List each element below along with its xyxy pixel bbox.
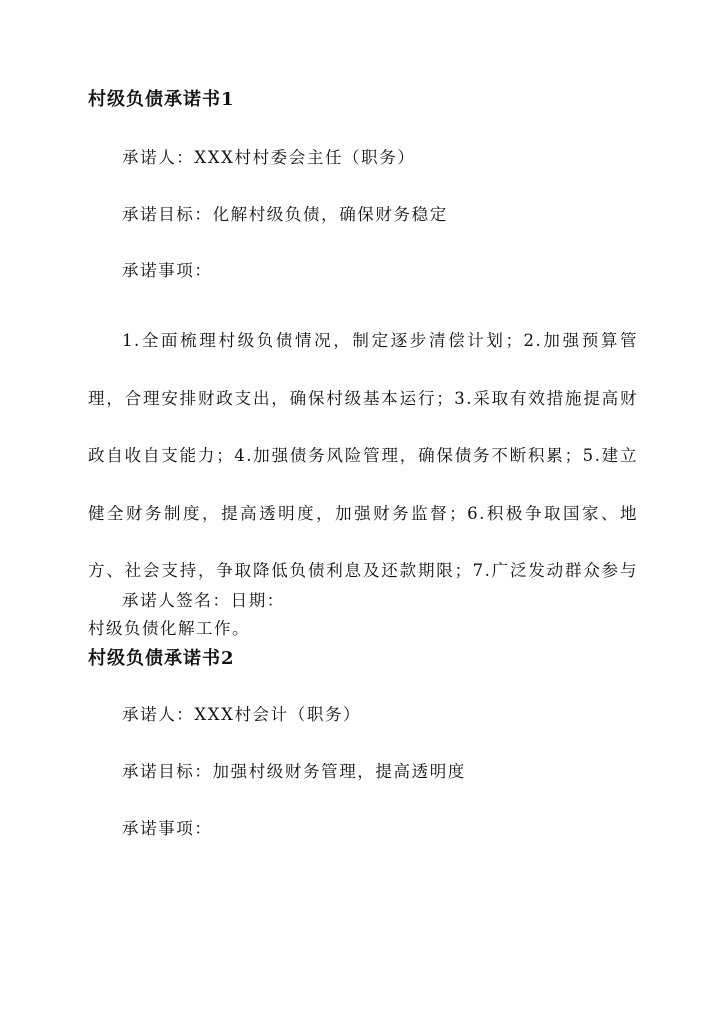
doc1-items-text: 1.全面梳理村级负债情况，制定逐步清偿计划；2.加强预算管理，合理安排财政支出，确保村级基本运行；3.采取有效措施提高财政自收自支能力；4.加强债务风险管理，确保债务不断积累；5.建立健全财务制度，提高透明度，加强财务监督；6.积极争取国家、地方、社会支持，争取降低负债利息及还款期限；7.广泛发动群众参与村级负债化解工作。 bbox=[88, 331, 638, 638]
doc2-promiser: 承诺人：XXX村会计（职务） bbox=[122, 705, 362, 724]
doc1-title: 村级负债承诺书1 bbox=[88, 89, 235, 110]
doc2-items-heading: 承诺事项： bbox=[122, 819, 213, 838]
doc1-signature: 承诺人签名：日期： bbox=[122, 591, 285, 610]
doc2-goal: 承诺目标：加强村级财务管理，提高透明度 bbox=[122, 762, 466, 781]
doc1-goal: 承诺目标：化解村级负债，确保财务稳定 bbox=[122, 205, 448, 224]
doc1-items-heading: 承诺事项： bbox=[122, 261, 213, 280]
doc1-promiser: 承诺人：XXX村村委会主任（职务） bbox=[122, 148, 416, 167]
doc2-title: 村级负债承诺书2 bbox=[88, 648, 235, 669]
